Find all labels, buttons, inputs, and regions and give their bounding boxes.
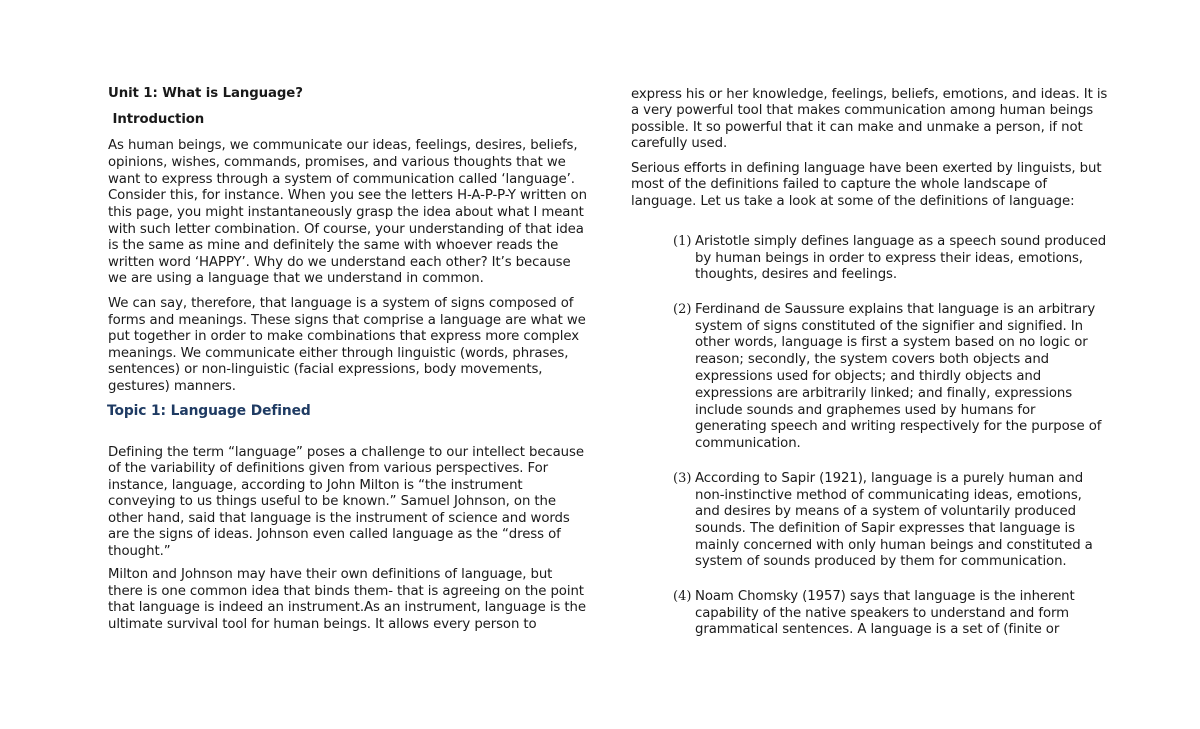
text-line: mainly concerned with only human beings and constituted a [695,538,1093,553]
text-line: carefully used. [631,136,728,151]
text-line: gestures) manners. [108,379,236,394]
text-line: other words, language is first a system based on no logic or [695,335,1088,350]
text-line: capability of the native speakers to understand and form [695,606,1070,621]
text-line: Ferdinand de Saussure explains that language is an arbitrary [695,302,1096,317]
text-line: reason; secondly, the system covers both objects and [695,352,1049,367]
text-line: expressions are arbitrarily linked; and finally, expressions [695,386,1073,401]
text-line: of the variability of definitions given from various perspectives. For [108,461,549,476]
list-number: (2) [673,302,692,317]
topic-heading: Topic 1: Language Defined [107,403,311,419]
text-line: written word ‘HAPPY’. Why do we understand each other? It’s because [108,255,571,270]
text-line: expressions used for objects; and thirdly objects and [695,369,1042,384]
text-line: other hand, said that language is the instrument of science and words [108,511,570,526]
list-number: (4) [673,589,692,604]
text-line: want to express through a system of communication called ‘language’. [108,172,575,187]
text-line: opinions, wishes, commands, promises, and various thoughts that we [108,155,566,170]
text-line: Consider this, for instance. When you see the letters H-A-P-P-Y written on [108,188,587,203]
text-line: According to Sapir (1921), language is a purely human and [695,471,1084,486]
text-line: thoughts, desires and feelings. [695,267,898,282]
intro-heading: Introduction [108,112,205,127]
text-line: that language is indeed an instrument.As an instrument, language is the [108,600,586,615]
text-line: most of the definitions failed to capture the whole landscape of [631,177,1048,192]
text-line: forms and meanings. These signs that comprise a language are what we [108,313,586,328]
text-line: there is one common idea that binds them- that is agreeing on the point [108,584,584,599]
text-line: instance, language, according to John Milton is “the instrument [108,478,523,493]
text-line: with such letter combination. Of course, your understanding of that idea [108,222,584,237]
text-line: system of sounds produced by them for communication. [695,554,1067,569]
text-line: Milton and Johnson may have their own definitions of language, but [108,567,553,582]
text-line: sentences) or non-linguistic (facial expressions, body movements, [108,362,543,377]
text-line: express his or her knowledge, feelings, beliefs, emotions, and ideas. It is [631,87,1108,102]
text-line: include sounds and graphemes used by humans for [695,403,1036,418]
text-line: by human beings in order to express their ideas, emotions, [695,251,1083,266]
text-line: are the signs of ideas. Johnson even called language as the “dress of [108,527,561,542]
text-line: conveying to us things useful to be known.” Samuel Johnson, on the [108,494,556,509]
text-line: generating speech and writing respectively for the purpose of [695,419,1102,434]
text-line: Noam Chomsky (1957) says that language is the inherent [695,589,1075,604]
text-line: we are using a language that we understand in common. [108,271,484,286]
text-line: system of signs constituted of the signifier and signified. In [695,319,1083,334]
text-line: thought.” [108,544,171,559]
text-line: is the same as mine and definitely the same with whoever reads the [108,238,559,253]
list-number: (1) [673,234,692,249]
text-line: non-instinctive method of communicating ideas, emotions, [695,488,1082,503]
unit-title: Unit 1: What is Language? [108,86,303,101]
text-line: grammatical sentences. A language is a set of (finite or [695,622,1060,637]
text-line: We can say, therefore, that language is a system of signs composed of [108,296,574,311]
text-line: and desires by means of a system of voluntarily produced [695,504,1076,519]
text-line: communication. [695,436,801,451]
text-line: meanings. We communicate either through linguistic (words, phrases, [108,346,569,361]
text-line: language. Let us take a look at some of the definitions of language: [631,194,1075,209]
list-number: (3) [673,471,692,486]
text-line: possible. It so powerful that it can make and unmake a person, if not [631,120,1083,135]
text-line: sounds. The definition of Sapir expresses that language is [695,521,1075,536]
text-line: Defining the term “language” poses a challenge to our intellect because [108,445,584,460]
text-line: a very powerful tool that makes communication among human beings [631,103,1094,118]
text-line: put together in order to make combinations that express more complex [108,329,580,344]
text-line: Serious efforts in defining language have been exerted by linguists, but [631,161,1102,176]
text-line: this page, you might instantaneously grasp the idea about what I meant [108,205,584,220]
text-line: As human beings, we communicate our ideas, feelings, desires, beliefs, [108,138,578,153]
text-line: ultimate survival tool for human beings. It allows every person to [108,617,537,632]
text-line: Aristotle simply defines language as a speech sound produced [695,234,1107,249]
